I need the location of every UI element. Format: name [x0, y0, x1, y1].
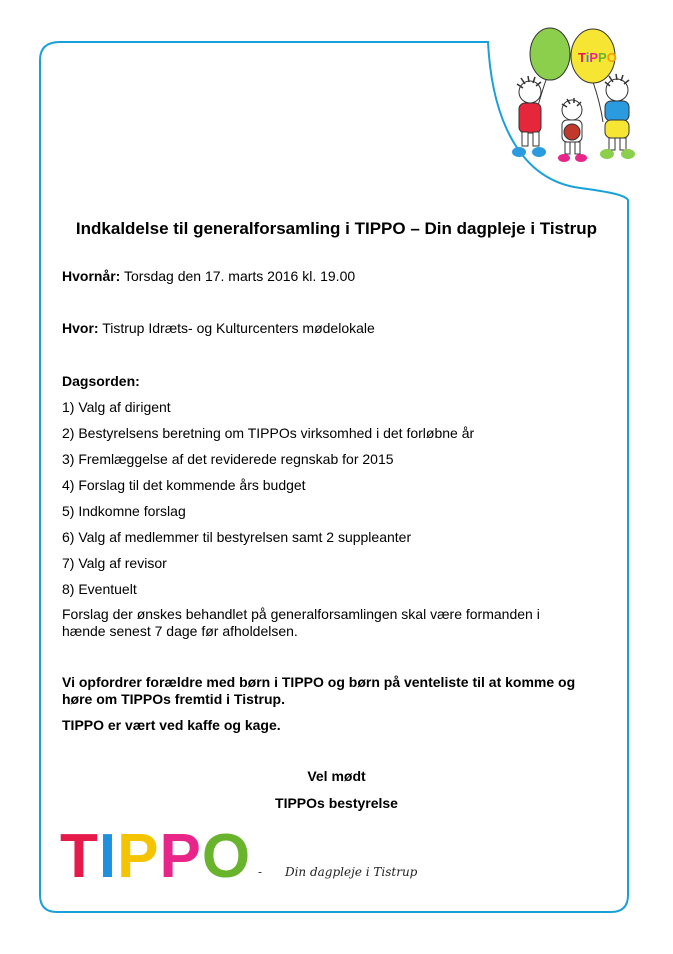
- page-title: Indkaldelse til generalforsamling i TIPPO – Din dagpleje i Tistrup: [75, 219, 598, 238]
- balloon-letter: P: [598, 50, 607, 65]
- tagline-text: Din dagpleje i Tistrup: [284, 865, 418, 879]
- proposal-note: Forslag der ønskes behandlet på generalforsamlingen skal være formanden i hænde senest 7 dage før afholdelsen.: [62, 606, 540, 639]
- balloon-letter: T: [578, 50, 586, 65]
- agenda-item: 4) Forslag til det kommende års budget: [62, 477, 306, 493]
- agenda-item: 2) Bestyrelsens beretning om TIPPOs virksomhed i det forløbne år: [62, 425, 475, 441]
- svg-text:TiPPO: [578, 50, 617, 65]
- where-line: [62, 320, 375, 336]
- logo-tagline: [258, 865, 417, 879]
- balloon-letter: O: [606, 50, 617, 65]
- logo-letter: P: [159, 822, 202, 891]
- logo-letter: T: [60, 822, 99, 891]
- agenda-item: 5) Indkomne forslag: [62, 503, 186, 519]
- agenda-item: 8) Eventuelt: [62, 581, 137, 597]
- agenda-item: 6) Valg af medlemmer til bestyrelsen samt 2 suppleanter: [62, 529, 412, 545]
- refreshments-text: TIPPO er vært ved kaffe og kage.: [62, 717, 281, 733]
- agenda-item: 7) Valg af revisor: [62, 555, 167, 571]
- logo-letter: O: [201, 822, 252, 891]
- where-value: Tistrup Idræts- og Kulturcenters mødelokale: [98, 320, 375, 336]
- balloon-letter: P: [589, 50, 599, 65]
- balloon-letter: i: [585, 50, 590, 65]
- logo-letter: P: [117, 822, 160, 891]
- children-balloons-illustration: [495, 22, 645, 167]
- closing-greeting: Vel mødt: [307, 768, 366, 784]
- agenda-item: 3) Fremlæggelse af det reviderede regnskab for 2015: [62, 451, 394, 467]
- closing-signature: TIPPOs bestyrelse: [275, 795, 398, 811]
- tagline-dash: -: [258, 865, 263, 879]
- agenda-item: 1) Valg af dirigent: [62, 399, 171, 415]
- when-line: [62, 268, 355, 284]
- where-label: Hvor:: [62, 320, 99, 336]
- invite-text: Vi opfordrer forældre med børn i TIPPO og børn på venteliste til at komme og høre om TIPPOs fremtid i Tistrup.: [62, 674, 576, 707]
- agenda-heading: Dagsorden:: [62, 373, 140, 389]
- when-label: Hvornår:: [62, 268, 121, 284]
- tippo-logo: [60, 822, 252, 891]
- logo-letter: I: [98, 822, 118, 891]
- when-value: Torsdag den 17. marts 2016 kl. 19.00: [120, 268, 356, 284]
